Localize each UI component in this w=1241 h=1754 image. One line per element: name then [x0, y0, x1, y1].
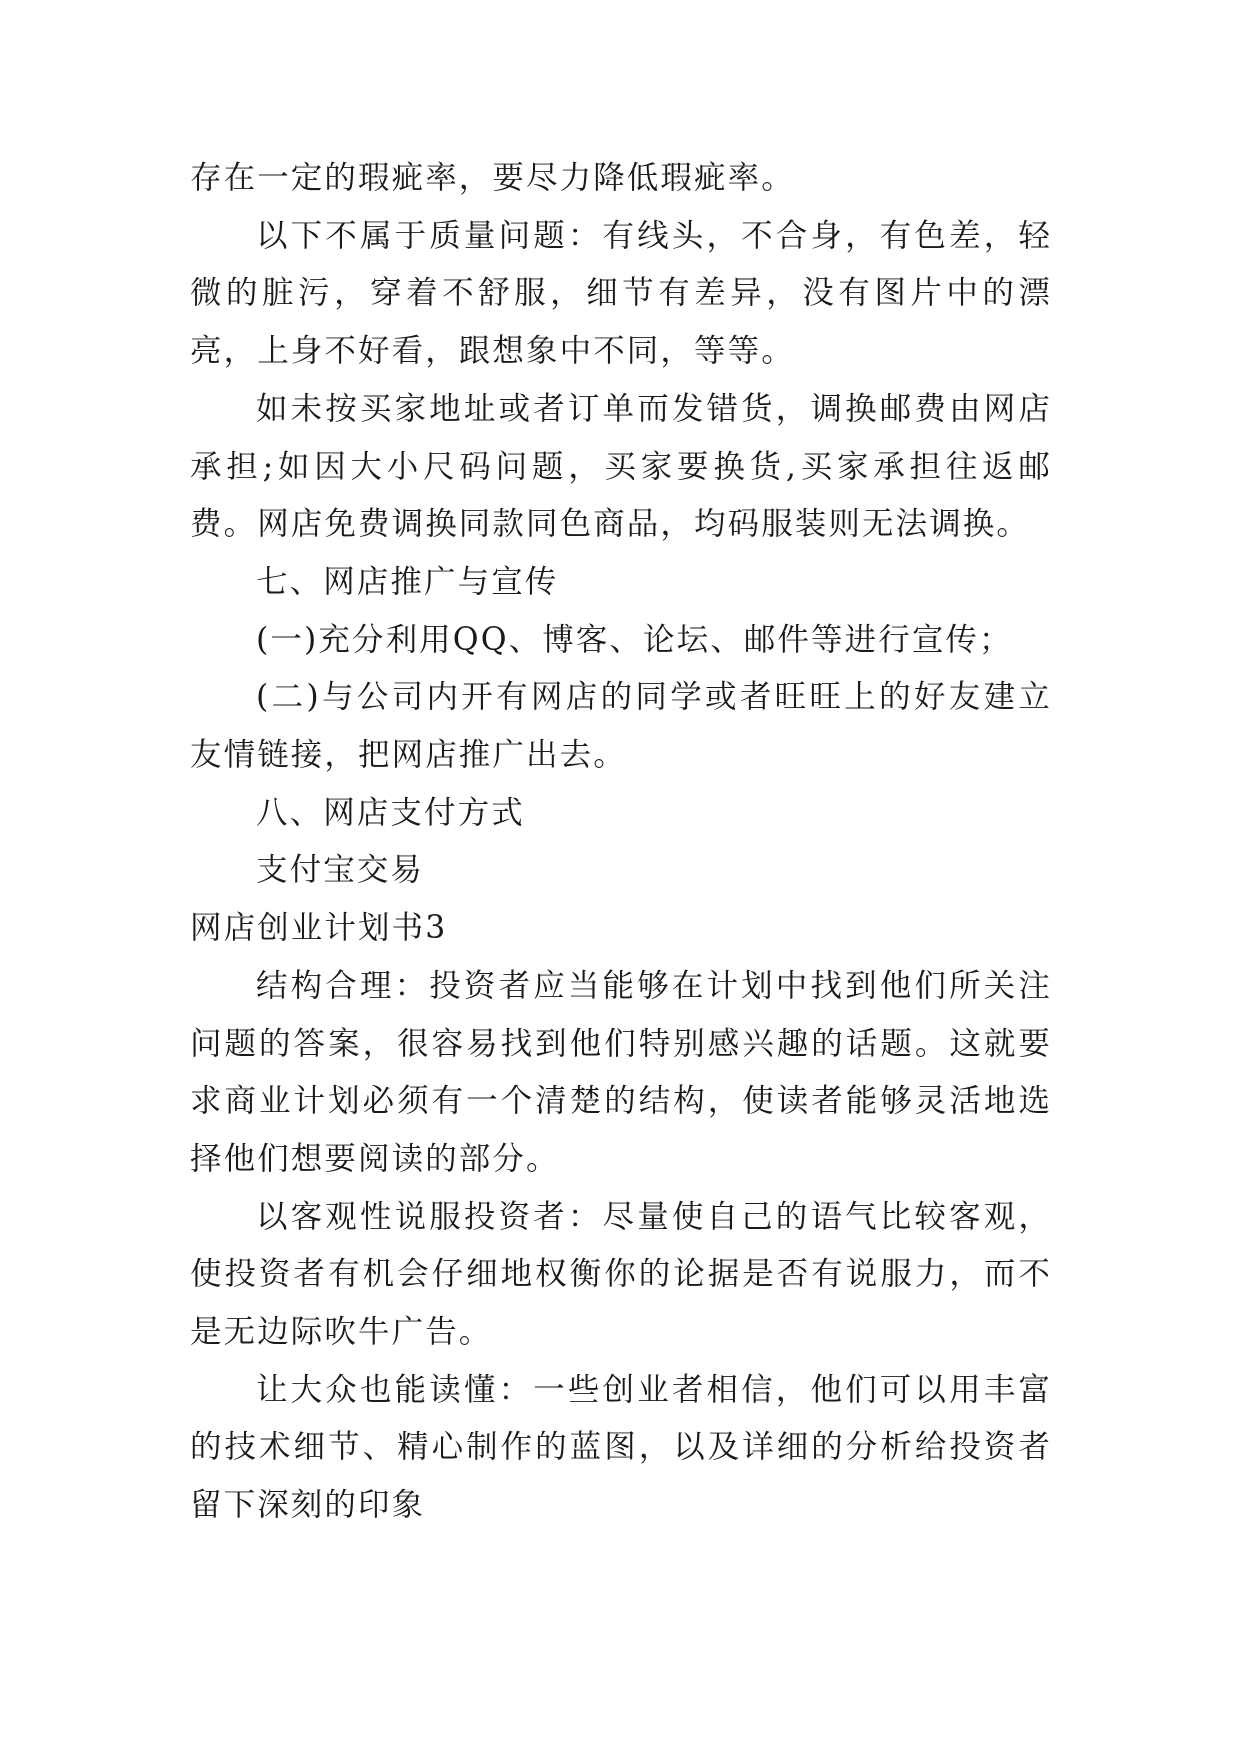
paragraph-exchange-policy: 如未按买家地址或者订单而发错货，调换邮费由网店承担;如因大小尺码问题，买家要换货,买家承担往返邮费。网店免费调换同款同色商品，均码服装则无法调换。: [190, 390, 1052, 543]
paragraph-promotion-2: (二)与公司内开有网店的同学或者旺旺上的好友建立友情链接，把网店推广出去。: [190, 679, 1052, 774]
paragraph-defect-rate: 存在一定的瑕疵率，要尽力降低瑕疵率。: [190, 160, 795, 196]
document-body: [190, 150, 1052, 1535]
heading-payment: 八、网店支付方式: [256, 794, 525, 831]
paragraph-payment: 支付宝交易: [256, 852, 425, 889]
section-title: 网店创业计划书3: [190, 910, 448, 947]
paragraph-not-quality-issues: 以下不属于质量问题：有线头，不合身，有色差，轻微的脏污，穿着不舒服，细节有差异，没有图片中的漂亮，上身不好看，跟想象中不同，等等。: [190, 217, 1052, 370]
paragraph-objectivity: 以客观性说服投资者：尽量使自己的语气比较客观，使投资者有机会仔细地权衡你的论据是否有说服力，而不是无边际吹牛广告。: [190, 1198, 1052, 1351]
heading-promotion: 七、网店推广与宣传: [256, 563, 559, 600]
paragraph-structure: 结构合理：投资者应当能够在计划中找到他们所关注问题的答案，很容易找到他们特别感兴趣的话题。这就要求商业计划必须有一个清楚的结构，使读者能够灵活地选择他们想要阅读的部分。: [190, 967, 1052, 1177]
paragraph-readability: 让大众也能读懂：一些创业者相信，他们可以用丰富的技术细节、精心制作的蓝图，以及详细的分析给投资者留下深刻的印象: [190, 1371, 1052, 1524]
paragraph-promotion-1: (一)充分利用QQ、博客、论坛、邮件等进行宣传；: [256, 621, 1013, 658]
